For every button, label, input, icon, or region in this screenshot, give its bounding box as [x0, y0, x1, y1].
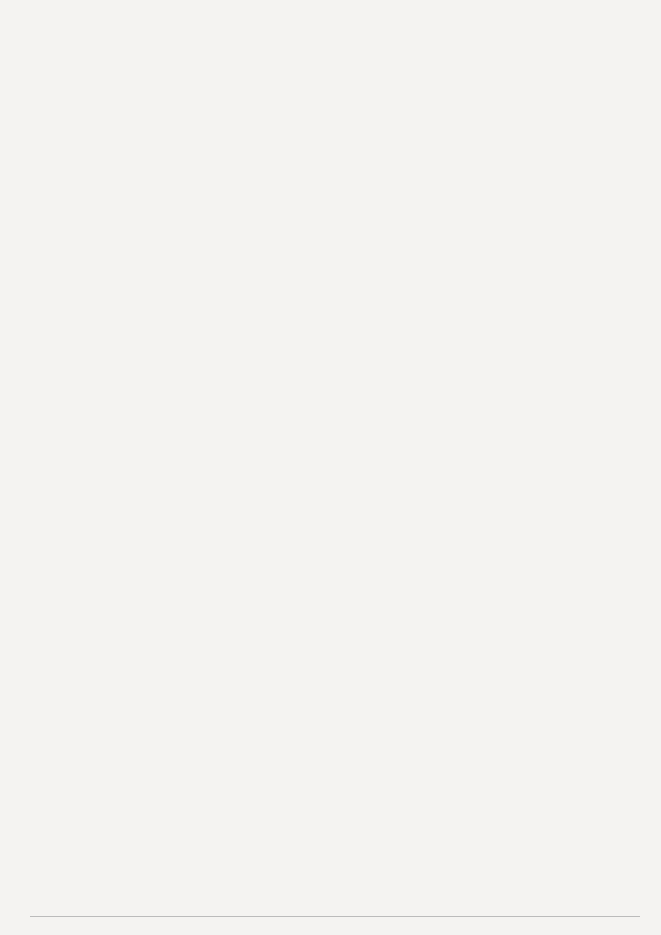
bottom-rule	[30, 916, 640, 917]
